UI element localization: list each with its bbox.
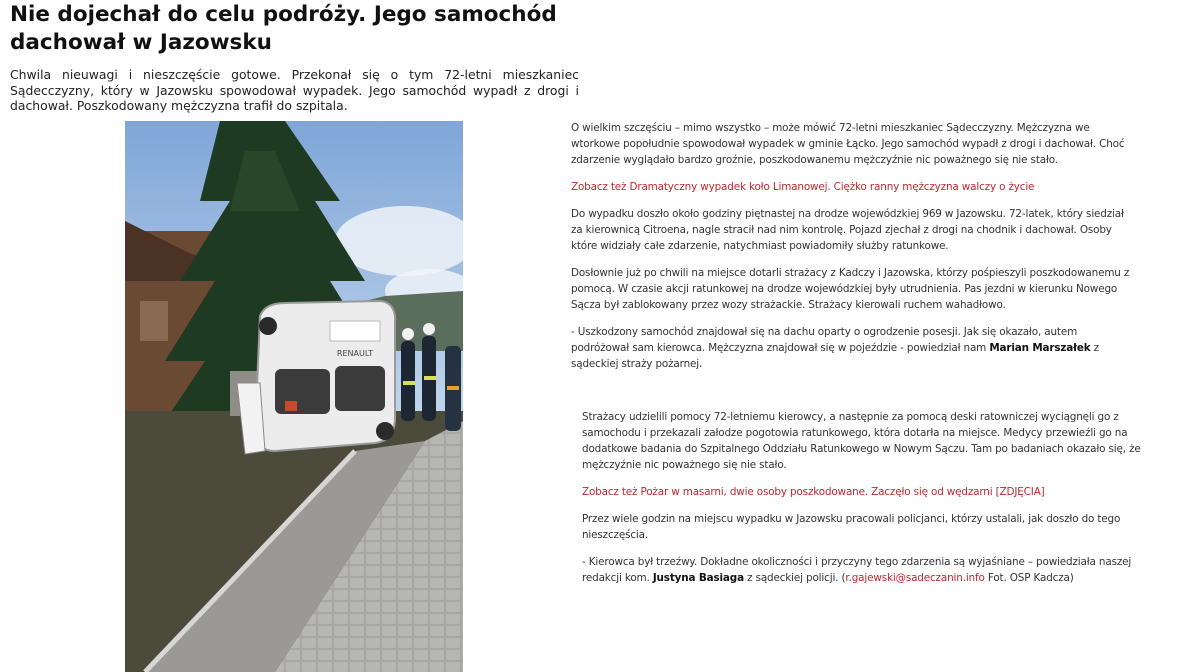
- quote-suffix: z sądeckiej straży pożarnej.: [571, 342, 1099, 370]
- article-photo: [125, 121, 463, 672]
- see-also-paragraph: [582, 484, 1152, 500]
- overturned-car-photo: [125, 121, 463, 672]
- quote-middle: z sądeckiej policji. (: [743, 572, 846, 584]
- quote-text: - Kierowca był trzeźwy. Dokładne okoliczności i przyczyny tego zdarzenia są wyjaśniane – powiedziała naszej redakcji kom.: [582, 556, 1132, 584]
- article-body-column-1: [571, 120, 1131, 383]
- body-paragraph: Strażacy udzielili pomocy 72-letniemu kierowcy, a następnie za pomocą deski ratowniczej wyciągnęli go z samochodu i przekazali załodze pogotowia ratunkowego, która dotarła na miejsce. Medycy przewieźli go na dodatkowe badania do Szpitalnego Oddziału Ratunkowego w Nowym Sączu. Tam po badaniach okazało się, że mężczyźnie nic poważnego się nie stało.: [582, 411, 1141, 471]
- quote-speaker-name: Justyna Basiaga: [652, 572, 744, 584]
- author-email-link[interactable]: r.gajewski@sadeczanin.info: [845, 572, 985, 584]
- body-paragraph: O wielkim szczęściu – mimo wszystko – może mówić 72-letni mieszkaniec Sądecczyzny. Mężczyzna we wtorkowe popołudnie spowodował wypadek w gminie Łącko. Jego samochód wypadł z drogi i dachował. Choć zdarzenie wyglądało bardzo groźnie, poszkodowanemu mężczyźnie nic poważnego się nie stało.: [571, 122, 1125, 166]
- body-paragraph: Dosłownie już po chwili na miejsce dotarli strażacy z Kadczy i Jazowska, którzy pośpieszyli poszkodowanemu z pomocą. W czasie akcji ratunkowej na drodze wojewódzkiej były utrudnienia. Pas jezdni w kierunku Nowego Sącza był zablokowany przez wozy strażackie. Strażacy kierowali ruchem wahadłowo.: [571, 267, 1130, 311]
- quote-paragraph: [582, 554, 1152, 586]
- body-paragraph: Do wypadku doszło około godziny piętnastej na drodze wojewódzkiej 969 w Jazowsku. 72-latek, który siedział za kierownicą Citroena, nagle stracił nad nim kontrolę. Pojazd zjechał z drogi na chodnik i dachował. Osoby które widziały całe zdarzenie, natychmiast powiadomiły służby ratunkowe.: [571, 208, 1124, 252]
- article-body-column-2: [582, 409, 1152, 597]
- article-title: Nie dojechał do celu podróży. Jego samochód dachował w Jazowsku: [10, 2, 557, 55]
- see-also-paragraph: [571, 179, 1131, 195]
- quote-paragraph: [571, 324, 1131, 372]
- see-also-prefix: Zobacz też: [571, 181, 630, 193]
- quote-text: - Uszkodzony samochód znajdował się na dachu oparty o ogrodzenie posesji. Jak się okazało, autem podróżował sam kierowca. Mężczyzna znajdował się w pojeździe - powiedział nam: [571, 326, 1078, 354]
- article-lead: Chwila nieuwagi i nieszczęście gotowe. Przekonał się o tym 72-letni mieszkaniec Sądecczyzny, który w Jazowsku spowodował wypadek. Jego samochód wypadł z drogi i dachował. Poszkodowany mężczyzna trafił do szpitala.: [10, 67, 579, 113]
- see-also-prefix: Zobacz też: [582, 486, 641, 498]
- photo-credit: Fot. OSP Kadcza): [984, 572, 1074, 584]
- van-logo-text: RENAULT: [336, 349, 374, 358]
- body-paragraph: Przez wiele godzin na miejscu wypadku w Jazowsku pracowali policjanci, którzy ustalali, jak doszło do tego nieszczęścia.: [582, 513, 1121, 541]
- see-also-link[interactable]: Dramatyczny wypadek koło Limanowej. Ciężko ranny mężczyzna walczy o życie: [629, 181, 1035, 193]
- quote-speaker-name: Marian Marszałek: [989, 342, 1091, 354]
- see-also-link[interactable]: Pożar w masarni, dwie osoby poszkodowane. Zaczęło się od wędzarni [ZDJĘCIA]: [640, 486, 1045, 498]
